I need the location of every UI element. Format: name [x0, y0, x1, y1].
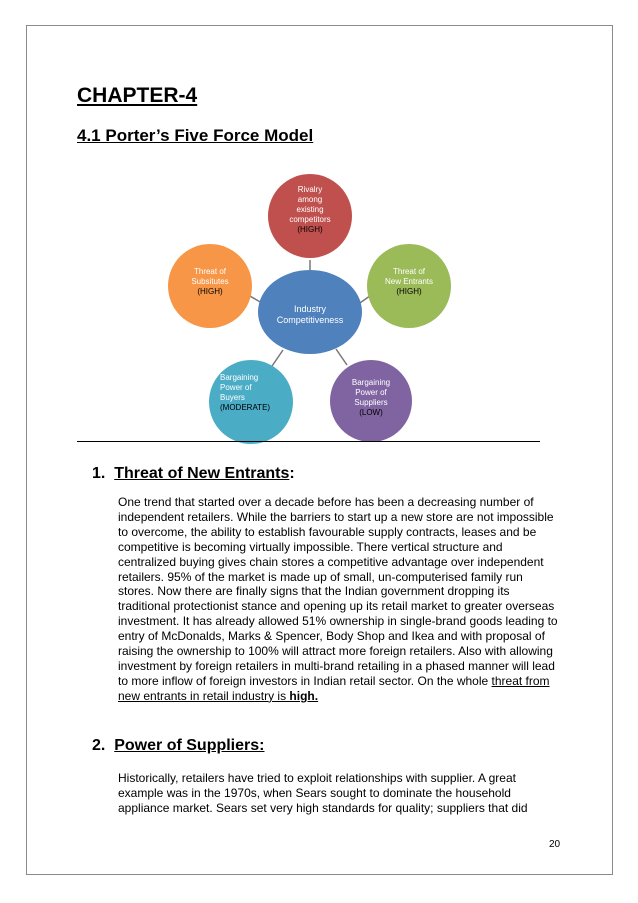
buyers-label [220, 373, 270, 413]
point-1-conclusion-text: threat from new entrants in retail industry is [118, 673, 550, 703]
buyers-line-1: Bargaining [220, 373, 259, 382]
industry-competitiveness-label [258, 304, 362, 326]
new-entrants-line-1: Threat of [392, 267, 425, 276]
new-entrants-level: (HIGH) [396, 287, 422, 296]
connector-suppliers [336, 349, 347, 365]
suppliers-level: (LOW) [359, 408, 383, 417]
rivalry-label [268, 185, 352, 235]
rivalry-line-4: competitors [289, 215, 331, 224]
new-entrants-line-2: New Entrants [384, 277, 434, 286]
point-1-paragraph [118, 495, 558, 704]
rivalry-circle [268, 174, 352, 258]
substitutes-level: (HIGH) [197, 287, 223, 296]
suppliers-line-2: Power of [355, 388, 387, 397]
suppliers-label [330, 378, 412, 418]
point-2-heading [92, 737, 264, 755]
buyers-line-3: Buyers [220, 393, 245, 402]
point-1-heading [92, 465, 295, 483]
section-title-text: 4.1 Porter’s Five Force Model [77, 126, 314, 145]
section-title [77, 126, 313, 146]
substitutes-circle [168, 244, 252, 328]
buyers-circle [209, 360, 293, 444]
point-2-number: 2. [92, 737, 106, 754]
substitutes-line-2: Subsitutes [191, 277, 229, 286]
point-2-body: Historically, retailers have tried to exploit relationships with supplier. A great example was in the 1970s, when Sears sought to dominate the household appliance market. Sears set very high standards for quality; suppliers that did [118, 771, 528, 815]
five-forces-diagram [150, 160, 480, 445]
buyers-line-2: Power of [220, 383, 252, 392]
suppliers-circle [330, 360, 412, 442]
new-entrants-circle [367, 244, 451, 328]
substitutes-line-1: Threat of [193, 267, 226, 276]
horizontal-rule [77, 441, 540, 442]
rivalry-line-2: among [297, 195, 323, 204]
rivalry-line-3: existing [296, 205, 324, 214]
buyers-level: (MODERATE) [220, 403, 271, 412]
center-line-1: Industry [293, 304, 326, 314]
point-1-label: Threat of New Entrants [114, 465, 290, 482]
point-1-number: 1. [92, 465, 106, 482]
rivalry-line-1: Rivalry [297, 185, 323, 194]
new-entrants-label [367, 267, 451, 297]
suppliers-line-3: Suppliers [354, 398, 388, 407]
point-1-suffix: : [289, 465, 295, 482]
point-1-conclusion-bold: high. [289, 688, 319, 703]
industry-competitiveness-circle [258, 270, 362, 354]
center-line-2: Competitiveness [276, 315, 344, 325]
point-2-paragraph [118, 771, 558, 816]
substitutes-label [168, 267, 252, 297]
point-1-body: One trend that started over a decade before has been a decreasing number of independent retailers. While the barriers to start up a new store are not impossible to overcome, the ability to establish favourable supply contracts, leases and be competitive is becoming virtually impossible. There vertical structure and centralized buying gives chain stores a competitive advantage over independent retailers. 95% of the market is made up of small, un-computerised family run stores. Now there are finally signs that the Indian government dropping its traditional protectionist stance and opening up its retail market to greater overseas investment. It has already allowed 51% ownership in single-brand goods leading to entry of McDonalds, Marks & Spencer, Body Shop and Ikea and with proposal of raising the ownership to 100% will attract more foreign retailers. Also with allowing investment by foreign retailers in multi-brand retailing in a phased manner will lead to more inflow of foreign investors in Indian retail sector. On the whole [118, 495, 558, 688]
page-number: 20 [549, 839, 561, 850]
suppliers-line-1: Bargaining [351, 378, 391, 387]
rivalry-level: (HIGH) [297, 225, 323, 234]
point-2-label: Power of Suppliers: [114, 737, 265, 754]
chapter-title: CHAPTER-4 [77, 84, 198, 107]
